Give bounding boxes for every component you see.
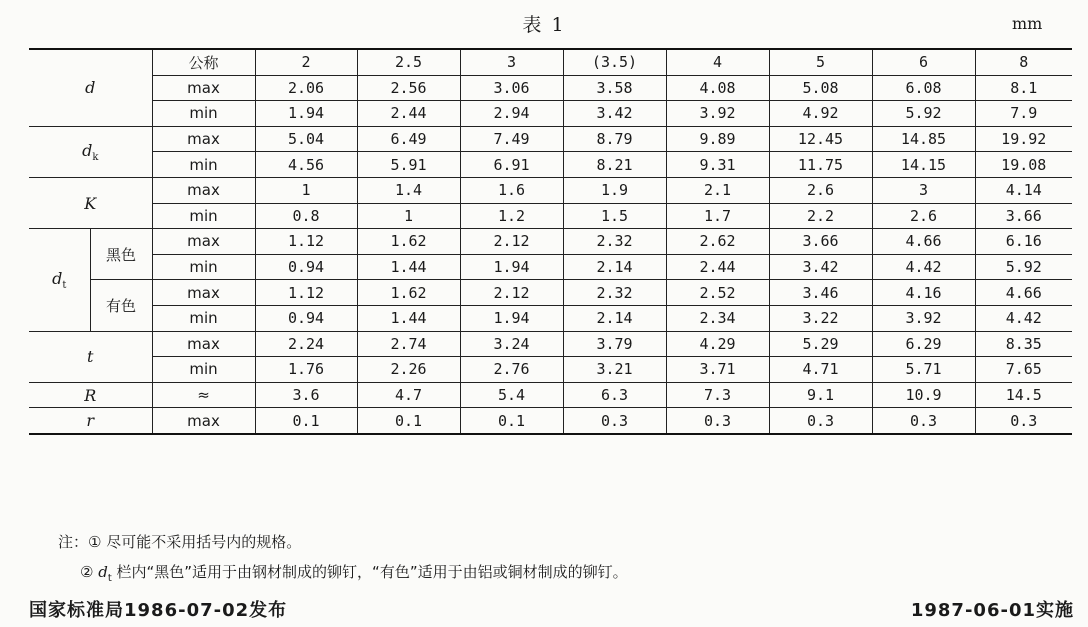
value-cell: 1.94 xyxy=(255,101,357,127)
dimension-table xyxy=(29,48,1072,435)
row-label: min xyxy=(152,305,255,331)
group-symbol xyxy=(29,382,152,408)
row-label: 公称 xyxy=(152,49,255,75)
value-cell: 3.42 xyxy=(563,101,666,127)
value-cell: 7.65 xyxy=(975,357,1072,383)
value-cell: 1.7 xyxy=(666,203,769,229)
symbol-letter: d xyxy=(85,78,96,98)
value-cell: 1 xyxy=(255,177,357,203)
value-cell: 2.6 xyxy=(872,203,975,229)
value-cell: 3.24 xyxy=(460,331,563,357)
value-cell: 0.1 xyxy=(255,408,357,434)
value-cell: 2.32 xyxy=(563,280,666,306)
value-cell: 4.56 xyxy=(255,152,357,178)
value-cell: 2.44 xyxy=(666,254,769,280)
value-cell: 3 xyxy=(872,177,975,203)
value-cell: 8.79 xyxy=(563,126,666,152)
value-cell: 3.46 xyxy=(769,280,872,306)
value-cell: 7.3 xyxy=(666,382,769,408)
symbol-letter: d xyxy=(82,140,93,160)
row-label: min xyxy=(152,203,255,229)
value-cell: 3.21 xyxy=(563,357,666,383)
value-cell: 1.76 xyxy=(255,357,357,383)
value-cell: 3.22 xyxy=(769,305,872,331)
value-cell: 0.3 xyxy=(563,408,666,434)
row-label: max xyxy=(152,331,255,357)
table-row xyxy=(29,101,1072,127)
value-cell: 4.14 xyxy=(975,177,1072,203)
group-symbol xyxy=(29,229,90,331)
value-cell: 1.62 xyxy=(357,280,460,306)
value-cell: 10.9 xyxy=(872,382,975,408)
table-row xyxy=(29,382,1072,408)
value-cell: 1.5 xyxy=(563,203,666,229)
value-cell: 2.12 xyxy=(460,280,563,306)
value-cell: 2.6 xyxy=(769,177,872,203)
nominal-size-cell: 6 xyxy=(872,49,975,75)
value-cell: 4.66 xyxy=(975,280,1072,306)
value-cell: 5.08 xyxy=(769,75,872,101)
value-cell: 4.92 xyxy=(769,101,872,127)
value-cell: 6.3 xyxy=(563,382,666,408)
value-cell: 0.3 xyxy=(975,408,1072,434)
symbol-letter: d xyxy=(52,268,63,288)
group-symbol xyxy=(29,331,152,382)
table-row xyxy=(29,331,1072,357)
group-symbol xyxy=(29,177,152,228)
value-cell: 3.92 xyxy=(666,101,769,127)
value-cell: 2.52 xyxy=(666,280,769,306)
table-row-nominal xyxy=(29,49,1072,75)
value-cell: 5.91 xyxy=(357,152,460,178)
value-cell: 0.1 xyxy=(460,408,563,434)
table-row xyxy=(29,177,1072,203)
value-cell: 5.29 xyxy=(769,331,872,357)
table-row xyxy=(29,126,1072,152)
value-cell: 12.45 xyxy=(769,126,872,152)
row-label: min xyxy=(152,152,255,178)
value-cell: 4.42 xyxy=(975,305,1072,331)
value-cell: 2.26 xyxy=(357,357,460,383)
value-cell: 5.4 xyxy=(460,382,563,408)
value-cell: 0.3 xyxy=(666,408,769,434)
value-cell: 14.15 xyxy=(872,152,975,178)
value-cell: 3.92 xyxy=(872,305,975,331)
table-row xyxy=(29,152,1072,178)
value-cell: 2.74 xyxy=(357,331,460,357)
group-symbol xyxy=(29,408,152,434)
value-cell: 19.92 xyxy=(975,126,1072,152)
table-row xyxy=(29,254,1072,280)
value-cell: 3.42 xyxy=(769,254,872,280)
value-cell: 4.08 xyxy=(666,75,769,101)
table-row xyxy=(29,203,1072,229)
value-cell: 4.16 xyxy=(872,280,975,306)
value-cell: 14.85 xyxy=(872,126,975,152)
symbol-letter: r xyxy=(86,411,95,431)
note-2-text: 栏内“黑色”适用于由钢材制成的铆钉，“有色”适用于由铝或铜材制成的铆钉。 xyxy=(111,563,628,581)
symbol-letter: R xyxy=(84,385,97,405)
value-cell: 5.71 xyxy=(872,357,975,383)
value-cell: 5.92 xyxy=(872,101,975,127)
value-cell: 1.94 xyxy=(460,305,563,331)
value-cell: 8.35 xyxy=(975,331,1072,357)
note-1: 注：① 尽可能不采用括号内的规格。 xyxy=(58,533,302,551)
value-cell: 0.8 xyxy=(255,203,357,229)
value-cell: 0.3 xyxy=(872,408,975,434)
value-cell: 6.16 xyxy=(975,229,1072,255)
value-cell: 8.1 xyxy=(975,75,1072,101)
subgroup-label: 有色 xyxy=(90,280,152,331)
symbol-letter: t xyxy=(87,347,94,367)
value-cell: 4.66 xyxy=(872,229,975,255)
value-cell: 2.1 xyxy=(666,177,769,203)
value-cell: 7.9 xyxy=(975,101,1072,127)
value-cell: 3.06 xyxy=(460,75,563,101)
row-label: max xyxy=(152,229,255,255)
value-cell: 0.1 xyxy=(357,408,460,434)
value-cell: 3.79 xyxy=(563,331,666,357)
value-cell: 6.29 xyxy=(872,331,975,357)
value-cell: 1.9 xyxy=(563,177,666,203)
value-cell: 2.94 xyxy=(460,101,563,127)
row-label: max xyxy=(152,177,255,203)
value-cell: 1.94 xyxy=(460,254,563,280)
unit-label: mm xyxy=(1012,14,1043,33)
value-cell: 2.32 xyxy=(563,229,666,255)
value-cell: 3.66 xyxy=(975,203,1072,229)
table-row xyxy=(29,408,1072,434)
value-cell: 5.92 xyxy=(975,254,1072,280)
symbol-letter: K xyxy=(84,193,97,213)
row-label: max xyxy=(152,280,255,306)
value-cell: 4.29 xyxy=(666,331,769,357)
value-cell: 2.56 xyxy=(357,75,460,101)
value-cell: 4.7 xyxy=(357,382,460,408)
value-cell: 2.24 xyxy=(255,331,357,357)
value-cell: 2.76 xyxy=(460,357,563,383)
value-cell: 3.58 xyxy=(563,75,666,101)
nominal-size-cell: (3.5) xyxy=(563,49,666,75)
value-cell: 8.21 xyxy=(563,152,666,178)
row-label: ≈ xyxy=(152,382,255,408)
table-row xyxy=(29,280,1072,306)
note-2 xyxy=(58,557,628,594)
nominal-size-cell: 8 xyxy=(975,49,1072,75)
value-cell: 1.6 xyxy=(460,177,563,203)
note-2-prefix: ② xyxy=(80,563,99,581)
issue-date: 国家标准局1986-07-02发布 xyxy=(29,600,288,621)
table-row xyxy=(29,305,1072,331)
value-cell: 3.6 xyxy=(255,382,357,408)
value-cell: 2.14 xyxy=(563,305,666,331)
value-cell: 1 xyxy=(357,203,460,229)
effective-date: 1987-06-01实施 xyxy=(910,600,1074,621)
subgroup-label: 黑色 xyxy=(90,229,152,280)
value-cell: 2.44 xyxy=(357,101,460,127)
value-cell: 0.94 xyxy=(255,305,357,331)
table-row xyxy=(29,357,1072,383)
value-cell: 2.2 xyxy=(769,203,872,229)
symbol-subscript: t xyxy=(62,279,67,291)
value-cell: 6.49 xyxy=(357,126,460,152)
value-cell: 11.75 xyxy=(769,152,872,178)
value-cell: 2.06 xyxy=(255,75,357,101)
value-cell: 3.66 xyxy=(769,229,872,255)
value-cell: 5.04 xyxy=(255,126,357,152)
value-cell: 9.89 xyxy=(666,126,769,152)
value-cell: 6.08 xyxy=(872,75,975,101)
value-cell: 4.42 xyxy=(872,254,975,280)
value-cell: 1.12 xyxy=(255,280,357,306)
value-cell: 9.1 xyxy=(769,382,872,408)
value-cell: 9.31 xyxy=(666,152,769,178)
value-cell: 3.71 xyxy=(666,357,769,383)
value-cell: 2.14 xyxy=(563,254,666,280)
value-cell: 14.5 xyxy=(975,382,1072,408)
value-cell: 1.12 xyxy=(255,229,357,255)
table-caption: 表 1 xyxy=(522,14,566,36)
note-2-symbol: d xyxy=(98,563,108,581)
note-2-subscript: t xyxy=(107,573,112,584)
row-label: max xyxy=(152,126,255,152)
value-cell: 2.34 xyxy=(666,305,769,331)
value-cell: 0.94 xyxy=(255,254,357,280)
row-label: min xyxy=(152,254,255,280)
value-cell: 1.2 xyxy=(460,203,563,229)
value-cell: 2.62 xyxy=(666,229,769,255)
value-cell: 1.4 xyxy=(357,177,460,203)
value-cell: 1.44 xyxy=(357,254,460,280)
table-row xyxy=(29,229,1072,255)
value-cell: 0.3 xyxy=(769,408,872,434)
value-cell: 1.62 xyxy=(357,229,460,255)
notes xyxy=(58,527,628,594)
value-cell: 1.44 xyxy=(357,305,460,331)
row-label: max xyxy=(152,75,255,101)
nominal-size-cell: 4 xyxy=(666,49,769,75)
row-label: min xyxy=(152,101,255,127)
nominal-size-cell: 3 xyxy=(460,49,563,75)
value-cell: 7.49 xyxy=(460,126,563,152)
table-body xyxy=(29,49,1072,434)
value-cell: 6.91 xyxy=(460,152,563,178)
nominal-size-cell: 2.5 xyxy=(357,49,460,75)
nominal-size-cell: 5 xyxy=(769,49,872,75)
value-cell: 2.12 xyxy=(460,229,563,255)
group-symbol xyxy=(29,49,152,126)
symbol-subscript: k xyxy=(92,151,99,163)
nominal-size-cell: 2 xyxy=(255,49,357,75)
table-row xyxy=(29,75,1072,101)
row-label: max xyxy=(152,408,255,434)
value-cell: 4.71 xyxy=(769,357,872,383)
value-cell: 19.08 xyxy=(975,152,1072,178)
group-symbol xyxy=(29,126,152,177)
row-label: min xyxy=(152,357,255,383)
